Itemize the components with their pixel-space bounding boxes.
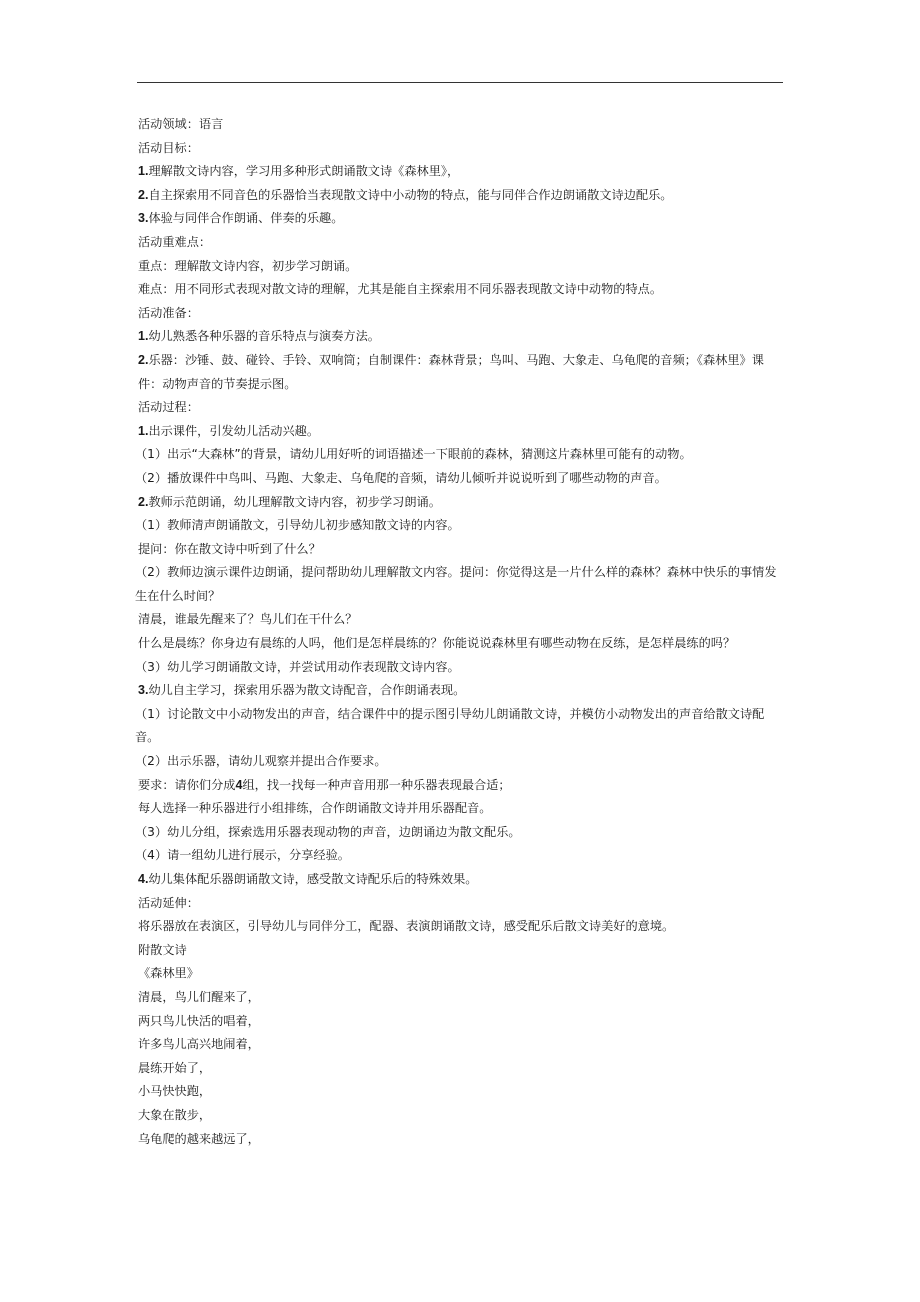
header-rule [137, 82, 783, 83]
step-1-item-1: （1）出示“大森林”的背景，请幼儿用好听的词语描述一下眼前的森林，猜测这片森林里可能有的动物。 [135, 447, 692, 462]
step-1 [138, 420, 784, 444]
prep-heading: 活动准备： [138, 305, 199, 320]
step-number: 4. [138, 872, 149, 886]
step-2-item-1: （1）教师清声朗诵散文，引导幼儿初步感知散文诗的内容。 [135, 518, 460, 533]
step-text: 教师示范朗诵，幼儿理解散文诗内容，初步学习朗诵。 [148, 494, 441, 509]
question-3: 什么是晨练？你身边有晨练的人吗，他们是怎样晨练的？你能说说森林里有哪些动物在反练，是怎样晨练的吗？ [138, 636, 736, 651]
poem-line: 小马快快跑， [138, 1084, 212, 1099]
question-2: 清晨，谁最先醒来了？鸟儿们在干什么？ [138, 612, 358, 627]
prep-number: 1. [138, 329, 149, 344]
prep-item [138, 325, 784, 349]
poem-line: 晨练开始了， [138, 1060, 212, 1075]
step-text: 幼儿自主学习，探索用乐器为散文诗配音，合作朗诵表现。 [148, 683, 466, 698]
goal-item [138, 160, 784, 184]
step-number: 1. [138, 423, 149, 438]
requirement-2: 每人选择一种乐器进行小组排练，合作朗诵散文诗并用乐器配音。 [138, 801, 492, 816]
poem-line: 乌龟爬的越来越远了， [138, 1131, 260, 1146]
goals-heading: 活动目标： [138, 140, 199, 155]
goal-number: 1. [138, 164, 149, 179]
prep-text: 乐器：沙锤、鼓、碰铃、手铃、双响筒；自制课件：森林背景；鸟叫、马跑、大象走、乌龟爬的音频；《森林里》课件：动物声音的节奏提示图。 [138, 352, 764, 391]
question-1: 提问：你在散文诗中听到了什么？ [138, 541, 321, 556]
step-number: 2. [138, 494, 149, 509]
requirement-number: 4 [235, 777, 243, 792]
key-point: 重点：理解散文诗内容，初步学习朗诵。 [138, 258, 358, 273]
step-2 [138, 491, 784, 515]
step-3-item-3: （3）幼儿分组，探索选用乐器表现动物的声音，边朗诵边为散文配乐。 [135, 824, 521, 839]
step-number: 3. [138, 683, 149, 698]
extension-text: 将乐器放在表演区，引导幼儿与同伴分工，配器、表演朗诵散文诗，感受配乐后散文诗美好的意境。 [138, 919, 675, 934]
step-2-item-3: （3）幼儿学习朗诵散文诗，并尝试用动作表现散文诗内容。 [135, 659, 460, 674]
keypoints-heading: 活动重难点： [138, 234, 212, 249]
activity-field: 活动领域：语言 [138, 117, 224, 131]
prep-item [138, 349, 784, 396]
step-3 [138, 679, 784, 703]
step-4 [138, 868, 784, 892]
prep-number: 2. [138, 352, 149, 367]
step-3-item-4: （4）请一组幼儿进行展示，分享经验。 [135, 848, 350, 863]
appendix-heading: 附散文诗 [138, 942, 187, 957]
goal-text: 理解散文诗内容，学习用多种形式朗诵散文诗《森林里》， [148, 164, 460, 179]
requirement-prefix: 要求：请你们分成 [138, 777, 236, 792]
requirement-suffix: 组，找一找每一种声音用那一种乐器表现最合适； [242, 777, 511, 792]
prep-text: 幼儿熟悉各种乐器的音乐特点与演奏方法。 [148, 329, 380, 344]
goal-item [138, 184, 784, 208]
goal-number: 2. [138, 187, 149, 202]
document-body [135, 113, 784, 1151]
step-text: 出示课件，引发幼儿活动兴趣。 [148, 423, 320, 438]
requirement-1 [138, 774, 784, 798]
poem-line: 大象在散步， [138, 1107, 212, 1122]
poem-title: 《森林里》 [138, 966, 199, 981]
poem-line: 清晨，鸟儿们醒来了， [138, 989, 260, 1004]
poem-line: 许多鸟儿高兴地闹着， [138, 1037, 260, 1052]
goal-number: 3. [138, 211, 149, 226]
goal-item [138, 207, 784, 231]
step-3-item-2: （2）出示乐器，请幼儿观察并提出合作要求。 [135, 754, 387, 769]
goal-text: 自主探索用不同音色的乐器恰当表现散文诗中小动物的特点，能与同伴合作边朗诵散文诗边配乐。 [148, 187, 673, 202]
step-text: 幼儿集体配乐器朗诵散文诗，感受散文诗配乐后的特殊效果。 [148, 872, 478, 886]
process-heading: 活动过程： [138, 400, 199, 415]
extension-heading: 活动延伸： [138, 895, 199, 910]
goal-text: 体验与同伴合作朗诵、伴奏的乐趣。 [148, 211, 344, 226]
step-1-item-2: （2）播放课件中鸟叫、马跑、大象走、乌龟爬的音频，请幼儿倾听并说说听到了哪些动物的声音。 [135, 470, 667, 485]
step-3-item-1: （1）讨论散文中小动物发出的声音，结合课件中的提示图引导幼儿朗诵散文诗，并模仿小动物发出的声音给散文诗配音。 [135, 706, 765, 745]
difficult-point: 难点：用不同形式表现对散文诗的理解，尤其是能自主探索用不同乐器表现散文诗中动物的特点。 [138, 282, 663, 297]
step-2-item-2: （2）教师边演示课件边朗诵，提问帮助幼儿理解散文内容。提问：你觉得这是一片什么样的森林？森林中快乐的事情发生在什么时间？ [135, 565, 777, 603]
poem-line: 两只鸟儿快活的唱着， [138, 1013, 260, 1028]
